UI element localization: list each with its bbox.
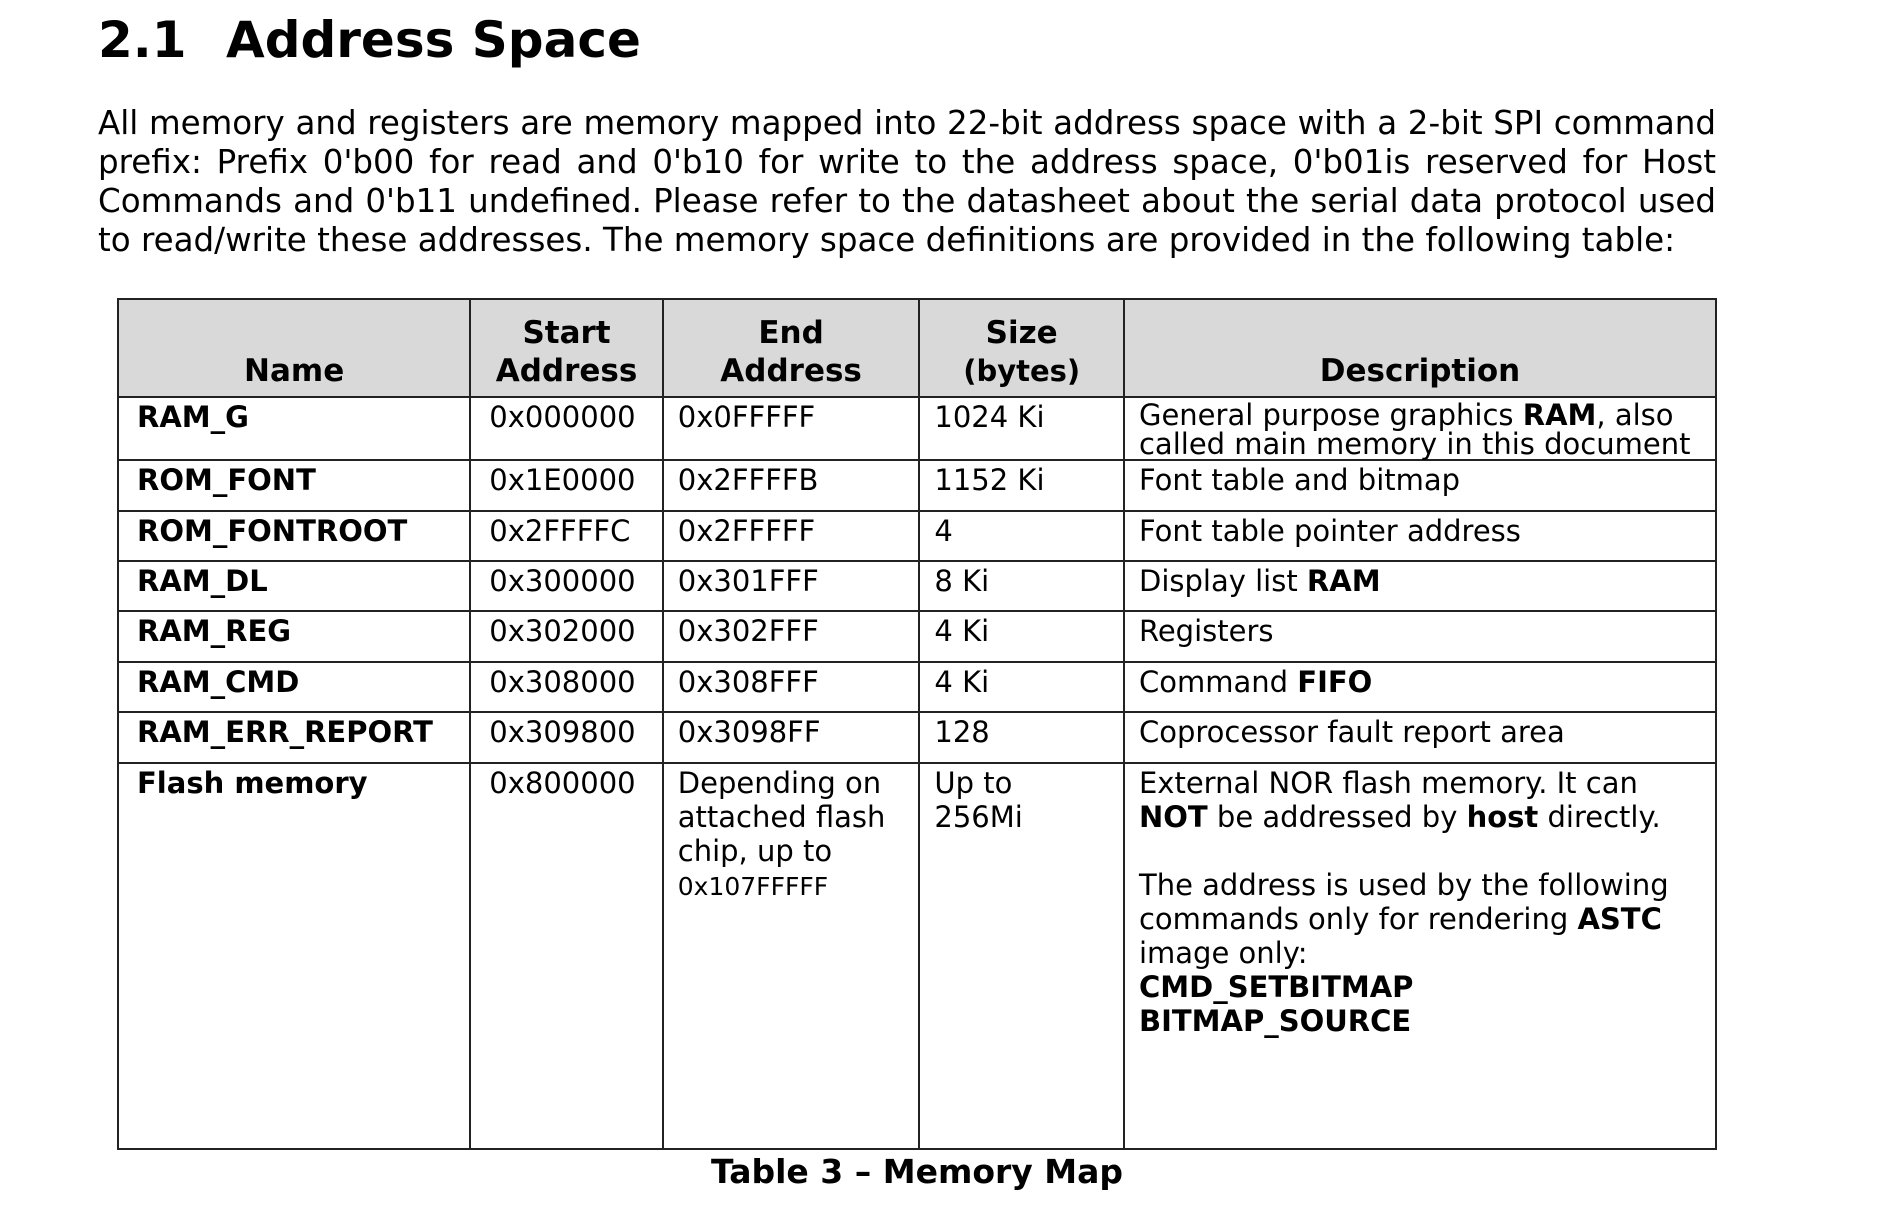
cell-start: 0x800000 — [470, 763, 662, 1149]
cell-description: General purpose graphics RAM, also called main memory in this document — [1124, 397, 1716, 460]
cell-size: 1024 Ki — [919, 397, 1124, 460]
cell-name: RAM_DL — [118, 561, 470, 611]
header-name: Name — [118, 299, 470, 397]
cell-end: Depending on attached flash chip, up to 0x107FFFFF — [663, 763, 920, 1149]
cell-start: 0x308000 — [470, 662, 662, 712]
cell-end: 0x0FFFFF — [663, 397, 920, 460]
cell-start: 0x302000 — [470, 611, 662, 662]
table-row — [118, 763, 1716, 1149]
cell-end: 0x302FFF — [663, 611, 920, 662]
section-heading — [98, 10, 641, 70]
section-number: 2.1 — [98, 11, 187, 69]
cell-start: 0x1E0000 — [470, 460, 662, 511]
table-caption: Table 3 – Memory Map — [710, 1152, 1124, 1191]
cell-end: 0x308FFF — [663, 662, 920, 712]
intro-line: to read/write these addresses. The memory space definitions are provided in the following table: — [98, 221, 1676, 259]
cell-description: Command FIFO — [1124, 662, 1716, 712]
cell-end: 0x3098FF — [663, 712, 920, 763]
cell-start: 0x000000 — [470, 397, 662, 460]
cell-description: Registers — [1124, 611, 1716, 662]
header-end-address: End Address — [663, 299, 920, 397]
header-description: Description — [1124, 299, 1716, 397]
cell-name: RAM_CMD — [118, 662, 470, 712]
cell-description: Coprocessor fault report area — [1124, 712, 1716, 763]
table-row — [118, 511, 1716, 561]
table-row — [118, 561, 1716, 611]
cell-name: RAM_ERR_REPORT — [118, 712, 470, 763]
cell-name: ROM_FONTROOT — [118, 511, 470, 561]
table-row — [118, 611, 1716, 662]
cell-start: 0x2FFFFC — [470, 511, 662, 561]
table-row — [118, 397, 1716, 460]
cell-description: Display list RAM — [1124, 561, 1716, 611]
cell-start: 0x300000 — [470, 561, 662, 611]
section-title: Address Space — [226, 11, 641, 69]
cell-size: 4 — [919, 511, 1124, 561]
cell-name: ROM_FONT — [118, 460, 470, 511]
header-size: Size (bytes) — [919, 299, 1124, 397]
table-row — [118, 460, 1716, 511]
cell-start: 0x309800 — [470, 712, 662, 763]
cell-description: Font table pointer address — [1124, 511, 1716, 561]
intro-line: All memory and registers are memory mapped into 22-bit address space with a 2-bit SPI command — [98, 104, 1716, 142]
cell-description: Font table and bitmap — [1124, 460, 1716, 511]
cell-size: Up to 256Mi — [919, 763, 1124, 1149]
cell-size: 4 Ki — [919, 662, 1124, 712]
cell-size: 128 — [919, 712, 1124, 763]
cell-end: 0x2FFFFF — [663, 511, 920, 561]
intro-paragraph — [98, 104, 1716, 260]
header-start-address: Start Address — [470, 299, 662, 397]
cell-size: 4 Ki — [919, 611, 1124, 662]
table-row — [118, 712, 1716, 763]
cell-end: 0x301FFF — [663, 561, 920, 611]
cell-name: RAM_REG — [118, 611, 470, 662]
table-row — [118, 662, 1716, 712]
cell-size: 8 Ki — [919, 561, 1124, 611]
cell-name: Flash memory — [118, 763, 470, 1149]
intro-line: prefix: Prefix 0'b00 for read and 0'b10 for write to the address space, 0'b01is reserved for Host — [98, 143, 1716, 181]
cell-name: RAM_G — [118, 397, 470, 460]
intro-line: Commands and 0'b11 undefined. Please refer to the datasheet about the serial data protocol used — [98, 182, 1716, 220]
cell-end: 0x2FFFFB — [663, 460, 920, 511]
cell-size: 1152 Ki — [919, 460, 1124, 511]
cell-description: External NOR flash memory. It can NOT be addressed by host directly. The address is used by the following commands only for rendering ASTC image only: CMD_SETBITMAP BITMAP_SOURCE — [1124, 763, 1716, 1149]
table-header-row — [118, 299, 1716, 397]
memory-map-table — [117, 298, 1717, 1150]
